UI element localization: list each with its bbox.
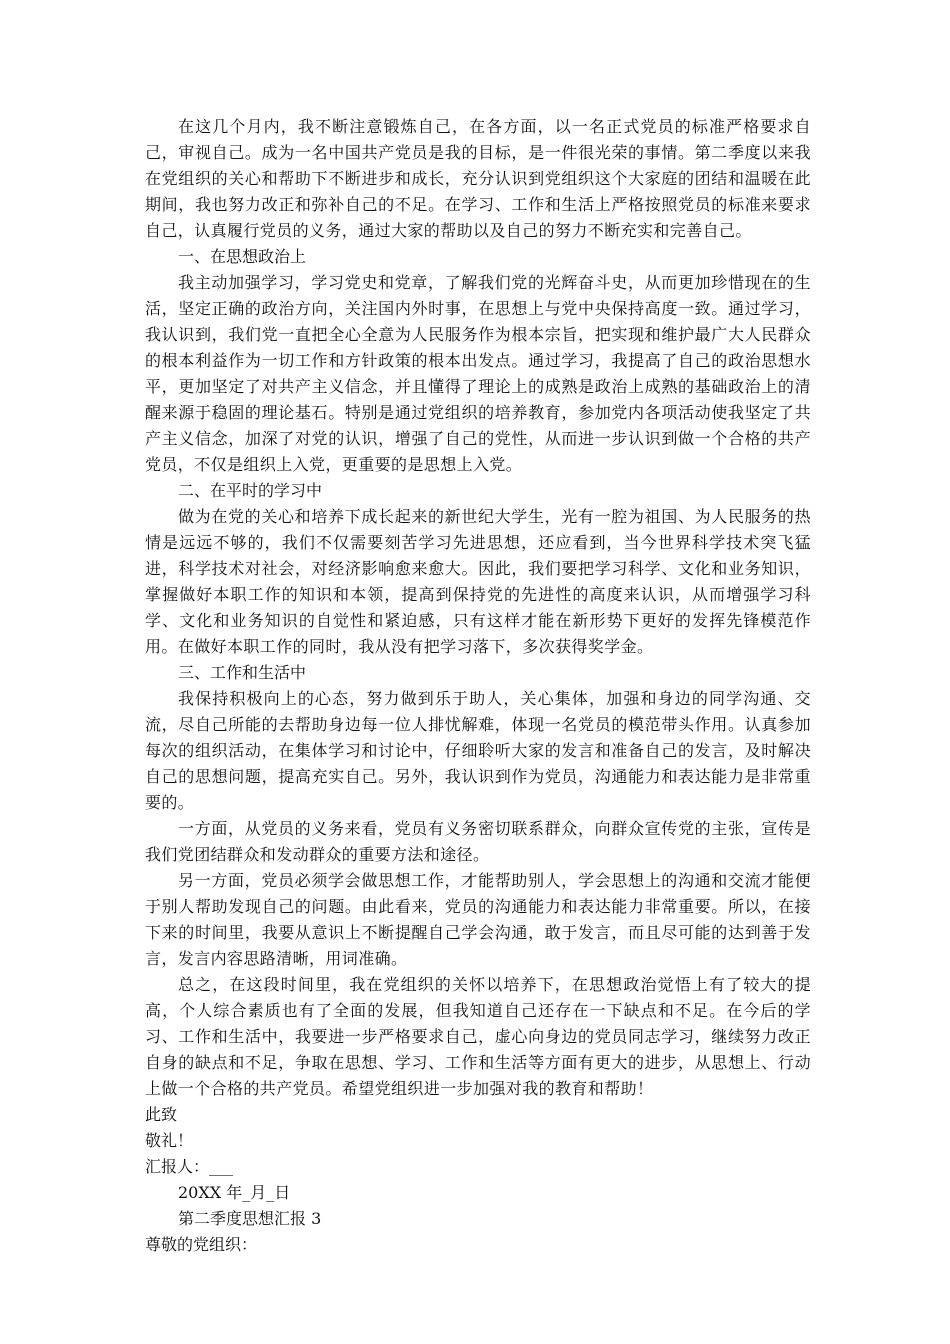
section-heading: 三、工作和生活中 <box>178 663 307 682</box>
section-heading: 二、在平时的学习中 <box>178 481 323 500</box>
document-page <box>145 114 811 1258</box>
next-report-title: 第二季度思想汇报 3 <box>178 1209 322 1228</box>
reporter-line: 汇报人：___ <box>145 1157 234 1176</box>
closing-salute: 敬礼！ <box>145 1131 194 1150</box>
date-line: 20XX 年_月_日 <box>178 1183 291 1202</box>
body-paragraph: 我保持积极向上的心态，努力做到乐于助人，关心集体，加强和身边的同学沟通、交流，尽自己所能的去帮助身边每一位人排忧解难，体现一名党员的模范带头作用。认真参加每次的组织活动，在集体学习和讨论中，仔细聆听大家的发言和准备自己的发言，及时解决自己的思想问题，提高充实自己。另外，我认识到作为党员，沟通能力和表达能力是非常重要的。 <box>145 689 811 812</box>
closing-line: 此致 <box>145 1105 178 1124</box>
body-paragraph: 在这几个月内，我不断注意锻炼自己，在各方面，以一名正式党员的标准严格要求自己，审视自己。成为一名中国共产党员是我的目标，是一件很光荣的事情。第二季度以来我在党组织的关心和帮助下不断进步和成长，充分认识到党组织这个大家庭的团结和温暖在此期间，我也努力改正和弥补自己的不足。在学习、工作和生活上严格按照党员的标准来要求自己，认真履行党员的义务，通过大家的帮助以及自己的努力不断充实和完善自己。 <box>145 117 811 240</box>
body-paragraph: 我主动加强学习，学习党史和党章，了解我们党的光辉奋斗史，从而更加珍惜现在的生活，坚定正确的政治方向，关注国内外时事，在思想上与党中央保持高度一致。通过学习，我认识到，我们党一直把全心全意为人民服务作为根本宗旨，把实现和维护最广大人民群众的根本利益作为一切工作和方针政策的根本出发点。通过学习，我提高了自己的政治思想水平，更加坚定了对共产主义信念，并且懂得了理论上的成熟是政治上成熟的基础政治上的清醒来源于稳固的理论基石。特别是通过党组织的培养教育，参加党内各项活动使我坚定了共产主义信念，加深了对党的认识，增强了自己的党性，从而进一步认识到做一个合格的共产党员，不仅是组织上入党，更重要的是思想上入党。 <box>145 273 811 474</box>
salutation: 尊敬的党组织： <box>145 1235 258 1254</box>
body-paragraph: 另一方面，党员必须学会做思想工作，才能帮助别人，学会思想上的沟通和交流才能便于别人帮助发现自己的问题。由此看来，党员的沟通能力和表达能力非常重要。所以，在接下来的时间里，我要从意识上不断提醒自己学会沟通，敢于发言，而且尽可能的达到善于发言，发言内容思路清晰，用词准确。 <box>145 871 811 968</box>
body-paragraph: 一方面，从党员的义务来看，党员有义务密切联系群众，向群众宣传党的主张，宣传是我们党团结群众和发动群众的重要方法和途径。 <box>145 819 811 864</box>
body-paragraph: 总之，在这段时间里，我在党组织的关怀以培养下，在思想政治觉悟上有了较大的提高，个人综合素质也有了全面的发展，但我知道自己还存在一下缺点和不足。在今后的学习、工作和生活中，我要进一步严格要求自己，虚心向身边的党员同志学习，继续努力改正自身的缺点和不足，争取在思想、学习、工作和生活等方面有更大的进步，从思想上、行动上做一个合格的共产党员。希望党组织进一步加强对我的教育和帮助！ <box>145 975 811 1098</box>
section-heading: 一、在思想政治上 <box>178 247 307 266</box>
body-paragraph: 做为在党的关心和培养下成长起来的新世纪大学生，光有一腔为祖国、为人民服务的热情是远远不够的，我们不仅需要刻苦学习先进思想，还应看到，当今世界科学技术突飞猛进，科学技术对社会，对经济影响愈来愈大。因此，我们要把学习科学、文化和业务知识，掌握做好本职工作的知识和本领，提高到保持党的先进性的高度来认识，从而增强学习科学、文化和业务知识的自觉性和紧迫感，只有这样才能在新形势下更好的发挥先锋模范作用。在做好本职工作的同时，我从没有把学习落下，多次获得奖学金。 <box>145 507 811 656</box>
